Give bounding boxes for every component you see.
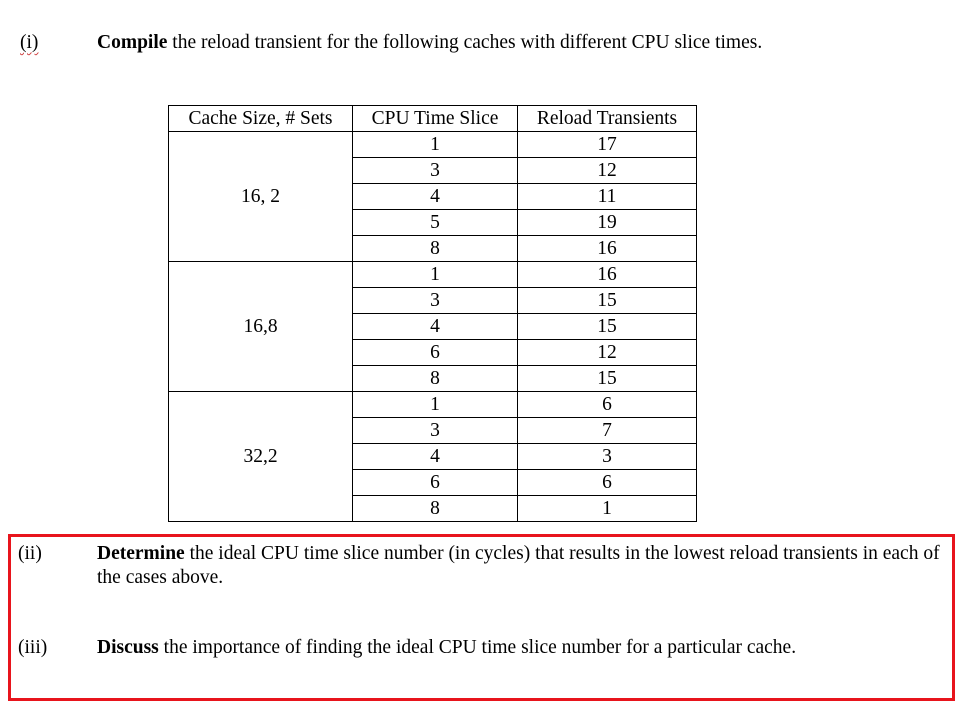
table-row xyxy=(169,392,697,418)
header-reload-transients: Reload Transients xyxy=(518,106,697,132)
table-row xyxy=(169,262,697,288)
reload-transients-cell: 15 xyxy=(518,314,697,340)
question-i xyxy=(0,31,972,57)
cpu-time-slice-cell: 1 xyxy=(353,392,518,418)
cache-size-cell: 16,8 xyxy=(169,262,353,392)
question-number: (iii) xyxy=(18,637,48,658)
table-row xyxy=(169,132,697,158)
question-iii xyxy=(0,636,972,662)
question-number: (i) xyxy=(20,32,39,53)
question-text xyxy=(97,31,762,55)
reload-transients-cell: 17 xyxy=(518,132,697,158)
question-number: (ii) xyxy=(18,543,42,564)
question-body: the ideal CPU time slice number (in cycles) that results in the lowest reload transients in each of the cases above. xyxy=(97,543,940,588)
reload-transients-cell: 11 xyxy=(518,184,697,210)
reload-transients-cell: 15 xyxy=(518,288,697,314)
cpu-time-slice-cell: 3 xyxy=(353,288,518,314)
question-keyword: Determine xyxy=(97,543,185,564)
cpu-time-slice-cell: 5 xyxy=(353,210,518,236)
cpu-time-slice-cell: 3 xyxy=(353,418,518,444)
cpu-time-slice-cell: 3 xyxy=(353,158,518,184)
reload-transients-cell: 12 xyxy=(518,340,697,366)
cpu-time-slice-cell: 6 xyxy=(353,470,518,496)
table-header-row xyxy=(169,106,697,132)
reload-transients-cell: 7 xyxy=(518,418,697,444)
reload-transients-cell: 19 xyxy=(518,210,697,236)
cpu-time-slice-cell: 8 xyxy=(353,496,518,522)
question-keyword: Compile xyxy=(97,32,168,53)
header-cpu-time-slice: CPU Time Slice xyxy=(353,106,518,132)
reload-transients-cell: 15 xyxy=(518,366,697,392)
cpu-time-slice-cell: 4 xyxy=(353,184,518,210)
reload-transients-cell: 16 xyxy=(518,236,697,262)
header-cache-size: Cache Size, # Sets xyxy=(169,106,353,132)
reload-transients-cell: 1 xyxy=(518,496,697,522)
cpu-time-slice-cell: 4 xyxy=(353,314,518,340)
cache-table xyxy=(168,105,697,522)
cpu-time-slice-cell: 6 xyxy=(353,340,518,366)
reload-transients-cell: 12 xyxy=(518,158,697,184)
question-text xyxy=(97,636,796,660)
cpu-time-slice-cell: 8 xyxy=(353,366,518,392)
question-body: the importance of finding the ideal CPU time slice number for a particular cache. xyxy=(158,637,797,658)
question-keyword: Discuss xyxy=(97,637,159,658)
cpu-time-slice-cell: 4 xyxy=(353,444,518,470)
cpu-time-slice-cell: 8 xyxy=(353,236,518,262)
question-text xyxy=(97,542,947,590)
cpu-time-slice-cell: 1 xyxy=(353,132,518,158)
reload-transients-cell: 6 xyxy=(518,470,697,496)
cpu-time-slice-cell: 1 xyxy=(353,262,518,288)
reload-transients-cell: 6 xyxy=(518,392,697,418)
question-ii xyxy=(0,542,972,592)
table-body xyxy=(169,132,697,522)
question-body: the reload transient for the following caches with different CPU slice times. xyxy=(167,32,763,53)
reload-transients-cell: 3 xyxy=(518,444,697,470)
cache-size-cell: 32,2 xyxy=(169,392,353,522)
cache-size-cell: 16, 2 xyxy=(169,132,353,262)
reload-transients-cell: 16 xyxy=(518,262,697,288)
